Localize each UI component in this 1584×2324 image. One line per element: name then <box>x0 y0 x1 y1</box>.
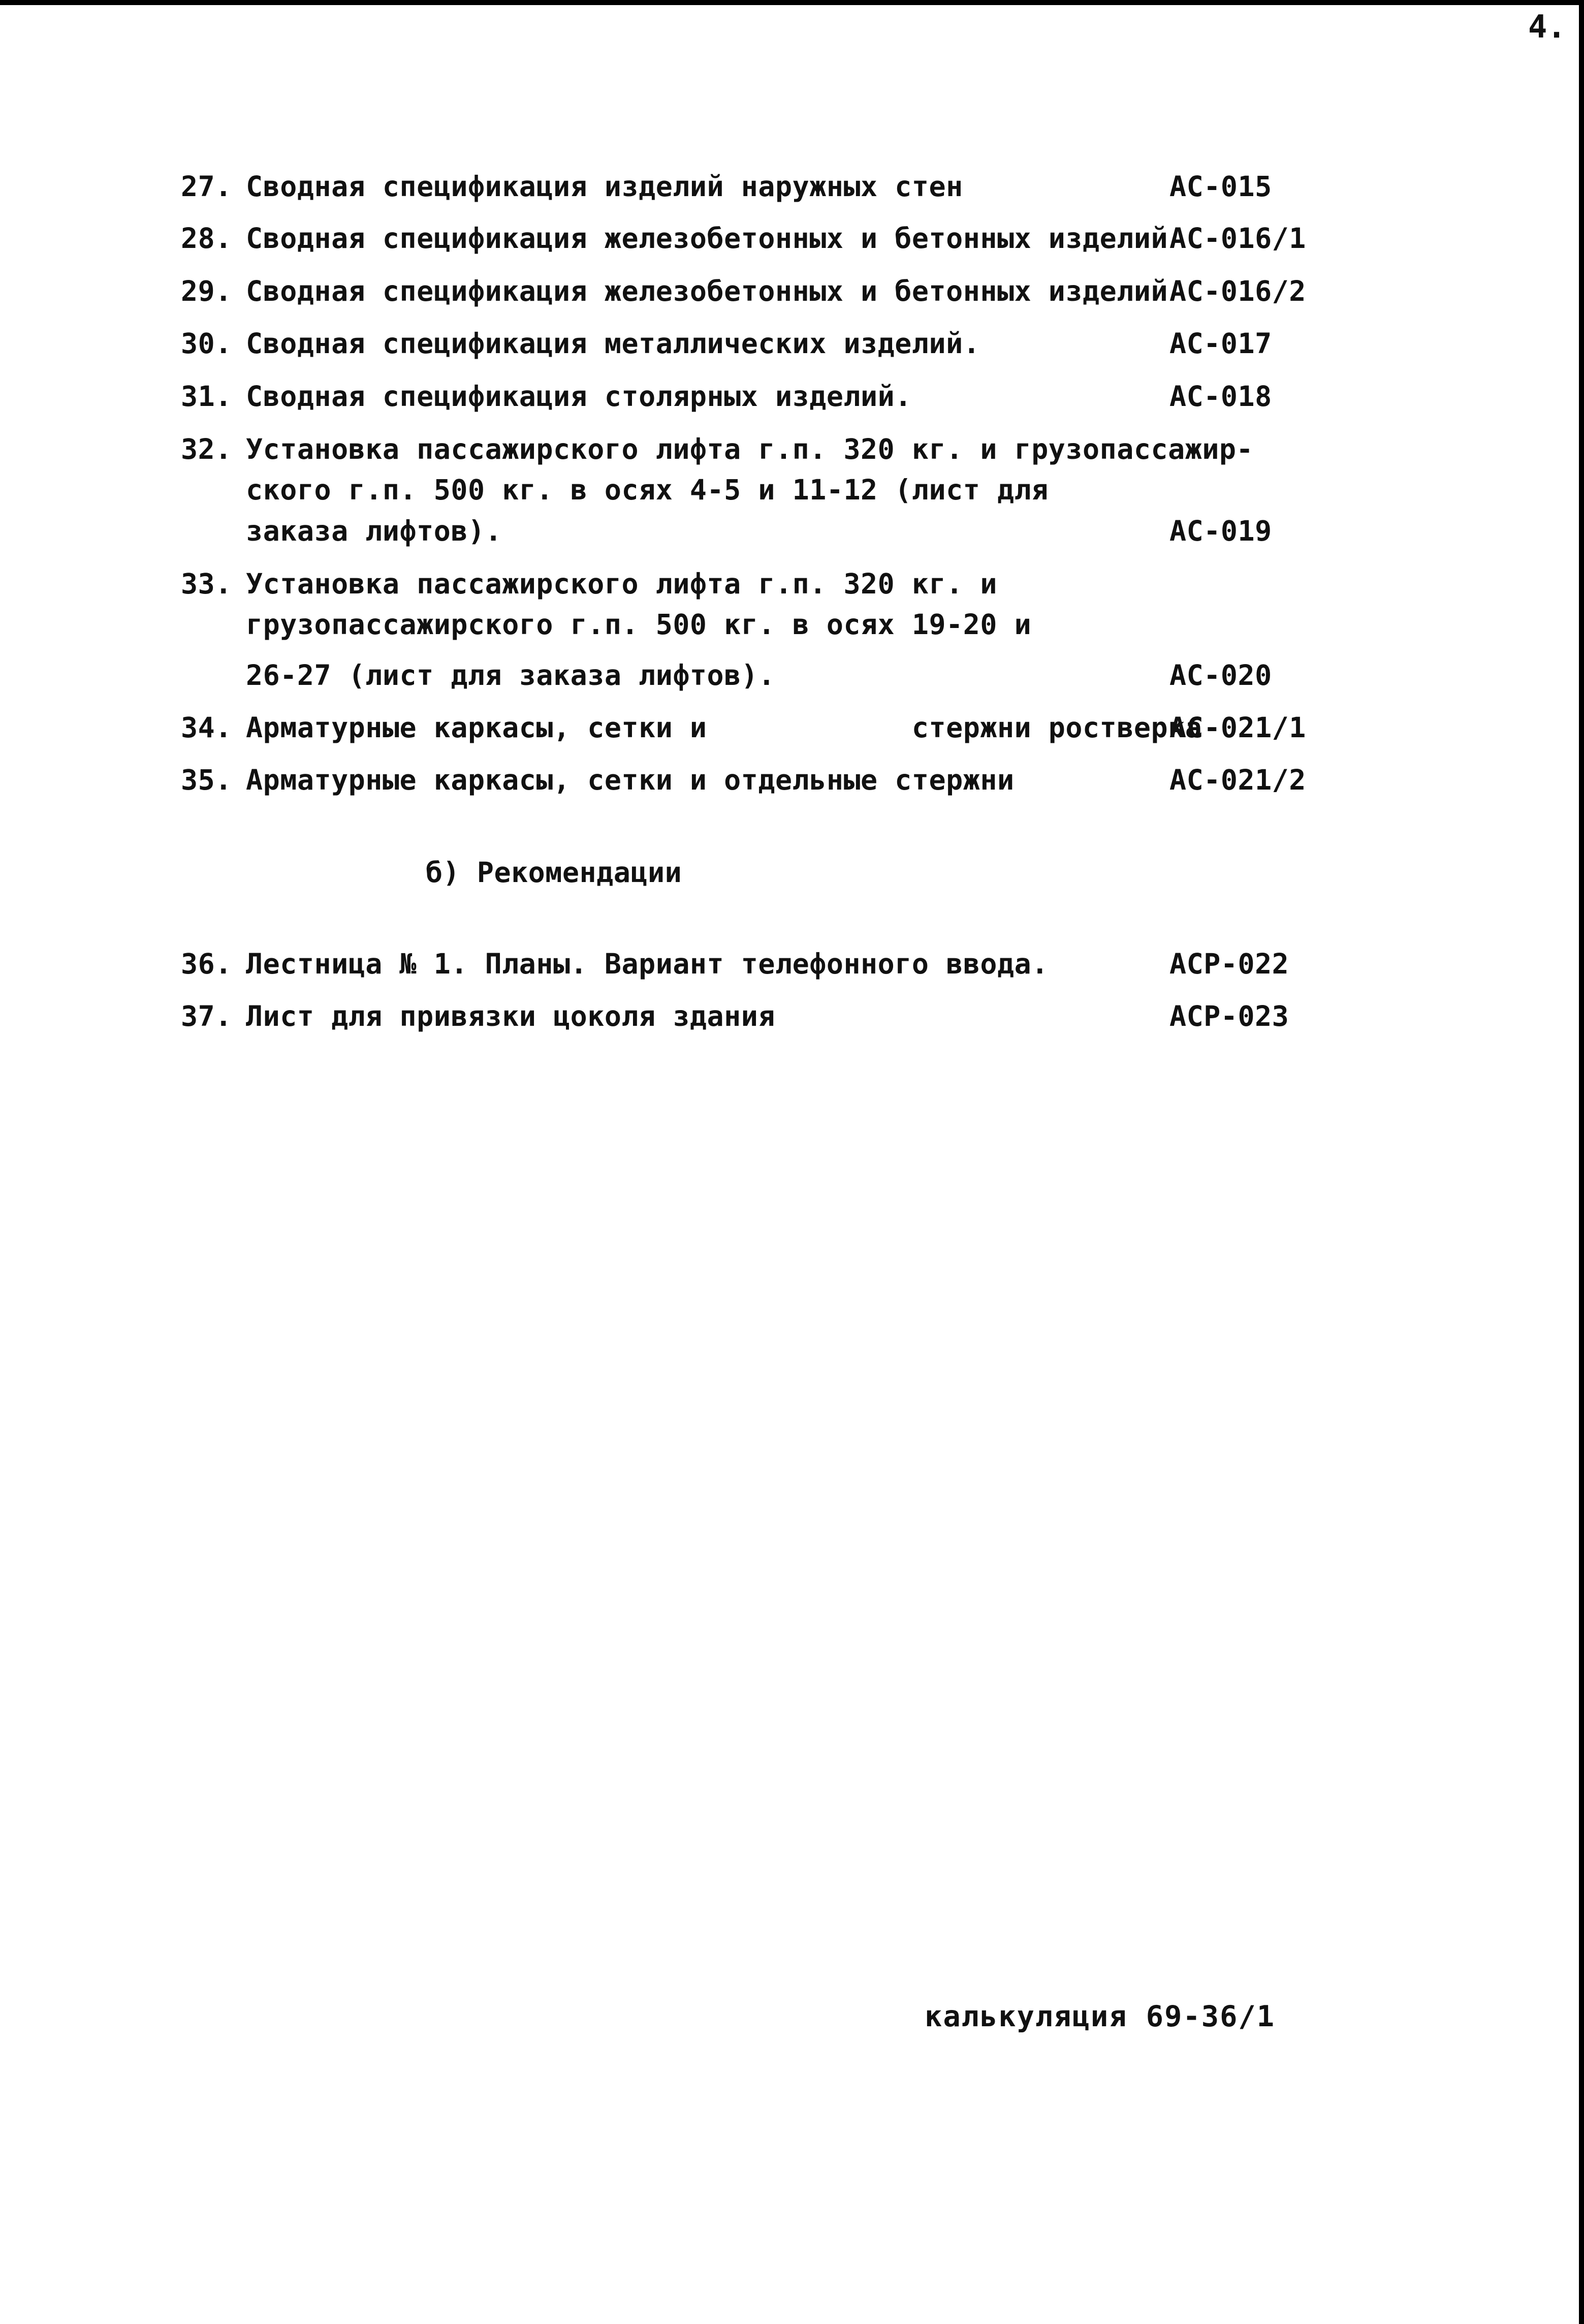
item-number: 29. <box>181 275 232 307</box>
item-number: 33. <box>181 568 232 600</box>
item-text: ского г.п. 500 кг. в осях 4-5 и 11-12 (лист для <box>246 474 1049 506</box>
item-code: АС-018 <box>1169 380 1272 413</box>
item-number: 30. <box>181 327 232 360</box>
page-border-top <box>0 0 1584 5</box>
item-text: Лестница № 1. Планы. Вариант телефонного ввода. <box>246 948 1049 980</box>
item-number: 31. <box>181 380 232 413</box>
page-number: 4. <box>1528 8 1566 45</box>
item-text: Сводная спецификация железобетонных и бетонных изделий <box>246 222 1168 255</box>
item-code: АС-021/2 <box>1169 764 1306 796</box>
item-code: АС-015 <box>1169 170 1272 203</box>
item-number: 36. <box>181 948 232 980</box>
item-number: 34. <box>181 711 232 744</box>
item-code: АС-016/2 <box>1169 275 1306 307</box>
item-number: 32. <box>181 433 232 465</box>
item-code: АС-019 <box>1169 515 1272 547</box>
item-text: Сводная спецификация изделий наружных стен <box>246 170 963 203</box>
item-number: 37. <box>181 1000 232 1032</box>
item-number: 27. <box>181 170 232 203</box>
footer-calculation: калькуляция 69-36/1 <box>925 2000 1276 2033</box>
item-text: Установка пассажирского лифта г.п. 320 кг. и <box>246 568 997 600</box>
item-code: АС-016/1 <box>1169 222 1306 255</box>
item-text: Сводная спецификация столярных изделий. <box>246 380 912 413</box>
item-number: 28. <box>181 222 232 255</box>
item-text: Сводная спецификация металлических изделий. <box>246 327 980 360</box>
item-number: 35. <box>181 764 232 796</box>
item-text: грузопассажирского г.п. 500 кг. в осях 19-20 и <box>246 608 1032 641</box>
page-border-right <box>1579 0 1584 2324</box>
item-text: 26-27 (лист для заказа лифтов). <box>246 659 775 692</box>
item-text: заказа лифтов). <box>246 515 502 547</box>
item-text: Сводная спецификация железобетонных и бетонных изделий <box>246 275 1168 307</box>
item-text: Лист для привязки цоколя здания <box>246 1000 775 1032</box>
item-code: АСР-022 <box>1169 948 1289 980</box>
item-text: Арматурные каркасы, сетки и отдельные стержни <box>246 764 1015 796</box>
section-title: б) Рекомендации <box>426 856 682 889</box>
item-text: Установка пассажирского лифта г.п. 320 кг. и грузопассажир- <box>246 433 1254 465</box>
item-text: Арматурные каркасы, сетки и стержни ростверка <box>246 711 1202 744</box>
item-code: АС-020 <box>1169 659 1272 692</box>
item-code: АС-017 <box>1169 327 1272 360</box>
item-code: АС-021/1 <box>1169 711 1306 744</box>
item-code: АСР-023 <box>1169 1000 1289 1032</box>
